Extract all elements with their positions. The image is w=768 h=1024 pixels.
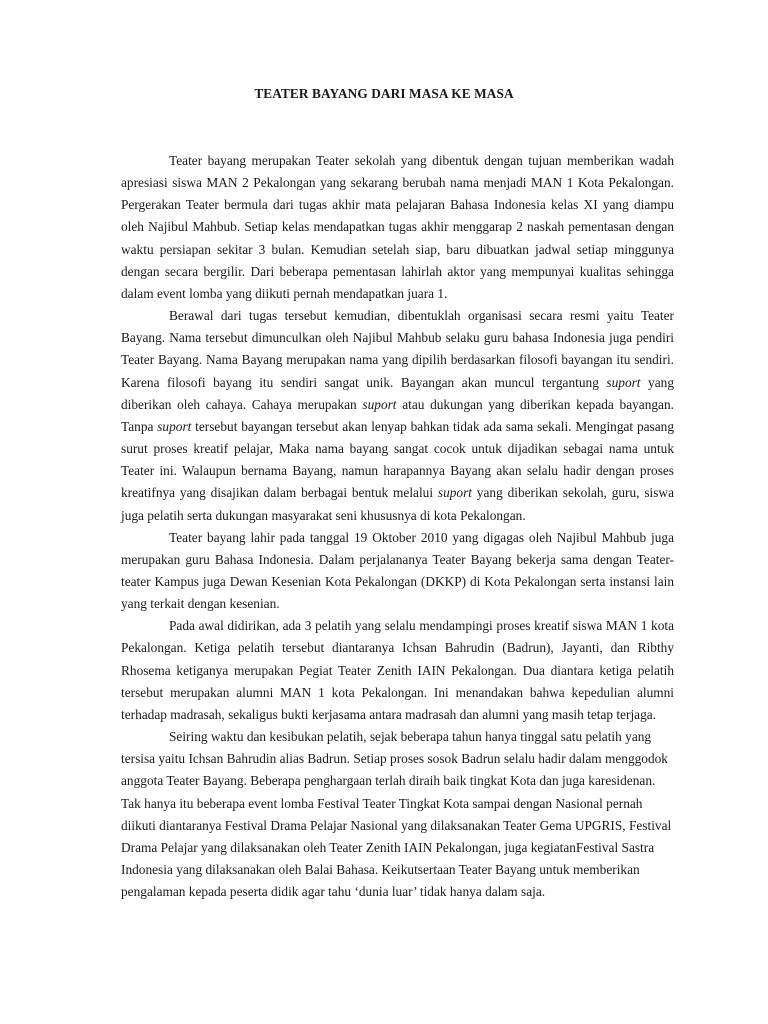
document-title: TEATER BAYANG DARI MASA KE MASA	[254, 86, 514, 101]
paragraph-3	[121, 527, 674, 616]
italic-term: suport	[362, 396, 397, 412]
paragraph-2-text: tersebut bayangan tersebut akan lenyap bahkan tidak ada sama sekali. Mengingat pasang surut proses kreatif pelajar, Maka nama bayang sangat cocok untuk dijadikan sebagai nama untuk Teater ini. Walaupun bernama Bayang, namun harapannya Bayang akan selalu hadir dengan proses kreatifnya yang disajikan dalam berbagai bentuk melalui	[121, 418, 674, 501]
document-body	[121, 150, 674, 903]
paragraph-2	[121, 305, 674, 527]
paragraph-2-text: yang diberikan sekolah, guru, siswa juga pelatih serta dukungan masyarakat seni khususnya di kota Pekalongan.	[121, 485, 674, 523]
paragraph-3-text: Teater bayang lahir pada tanggal 19 Oktober 2010 yang digagas oleh Najibul Mahbub juga merupakan guru Bahasa Indonesia. Dalam perjalananya Teater Bayang bekerja sama dengan Teater-teater Kampus juga Dewan Kesenian Kota Pekalongan (DKKP) di Kota Pekalongan serta instansi lain yang terkait dengan kesenian.	[121, 529, 674, 612]
paragraph-4	[121, 615, 674, 726]
paragraph-4-text: Pada awal didirikan, ada 3 pelatih yang selalu mendampingi proses kreatif siswa MAN 1 kota Pekalongan. Ketiga pelatih tersebut diantaranya Ichsan Bahrudin (Badrun), Jayanti, dan Ribthy Rhosema ketiganya merupakan Pegiat Teater Zenith IAIN Pekalongan. Dua diantara ketiga pelatih tersebut merupakan alumni MAN 1 kota Pekalongan. Ini menandakan bahwa kepedulian alumni terhadap madrasah, sekaligus bukti kerjasama antara madrasah dan alumni yang masih tetap terjaga.	[121, 618, 674, 722]
italic-term: suport	[157, 418, 192, 434]
italic-term: suport	[606, 374, 641, 390]
italic-term: suport	[437, 485, 472, 501]
paragraph-2-text: Berawal dari tugas tersebut kemudian, dibentuklah organisasi secara resmi yaitu Teater Bayang. Nama tersebut dimunculkan oleh Najibul Mahbub selaku guru bahasa Indonesia juga pendiri Teater Bayang. Nama Bayang merupakan nama yang dipilih berdasarkan filosofi bayangan itu sendiri. Karena filosofi bayang itu sendiri sangat unik. Bayangan akan muncul tergantung	[121, 308, 674, 390]
paragraph-5	[121, 726, 674, 903]
paragraph-5-text: Seiring waktu dan kesibukan pelatih, sejak beberapa tahun hanya tinggal satu pelatih yang tersisa yaitu Ichsan Bahrudin alias Badrun. Setiap proses sosok Badrun selalu hadir dalam menggodok anggota Teater Bayang. Beberapa penghargaan terlah diraih baik tingkat Kota dan juga karesidenan. Tak hanya itu beberapa event lomba Festival Teater Tingkat Kota sampai dengan Nasional pernah diikuti diantaranya Festival Drama Pelajar Nasional yang dilaksanakan Teater Gema UPGRIS, Festival Drama Pelajar yang dilaksanakan oleh Teater Zenith IAIN Pekalongan, juga kegiatanFestival Sastra Indonesia yang dilaksanakan oleh Balai Bahasa. Keikutsertaan Teater Bayang untuk memberikan pengalaman kepada peserta didik agar tahu ‘dunia luar’ tidak hanya dalam saja.	[121, 729, 672, 900]
paragraph-1-text: Teater bayang merupakan Teater sekolah yang dibentuk dengan tujuan memberikan wadah apresiasi siswa MAN 2 Pekalongan yang sekarang berubah nama menjadi MAN 1 Kota Pekalongan. Pergerakan Teater bermula dari tugas akhir mata pelajaran Bahasa Indonesia kelas XI yang diampu oleh Najibul Mahbub. Setiap kelas mendapatkan tugas akhir menggarap 2 naskah pementasan dengan waktu persiapan sekitar 3 bulan. Kemudian setelah siap, baru dibuatkan jadwal setiap minggunya dengan secara bergilir. Dari beberapa pementasan lahirlah aktor yang mempunyai kualitas sehingga dalam event lomba yang diikuti pernah mendapatkan juara 1.	[121, 153, 674, 301]
paragraph-2-text: yang diberikan oleh cahaya. Cahaya merupakan	[121, 374, 674, 412]
paragraph-1	[121, 150, 674, 305]
paragraph-2-text: atau dukungan yang diberikan kepada bayangan. Tanpa	[121, 396, 674, 434]
